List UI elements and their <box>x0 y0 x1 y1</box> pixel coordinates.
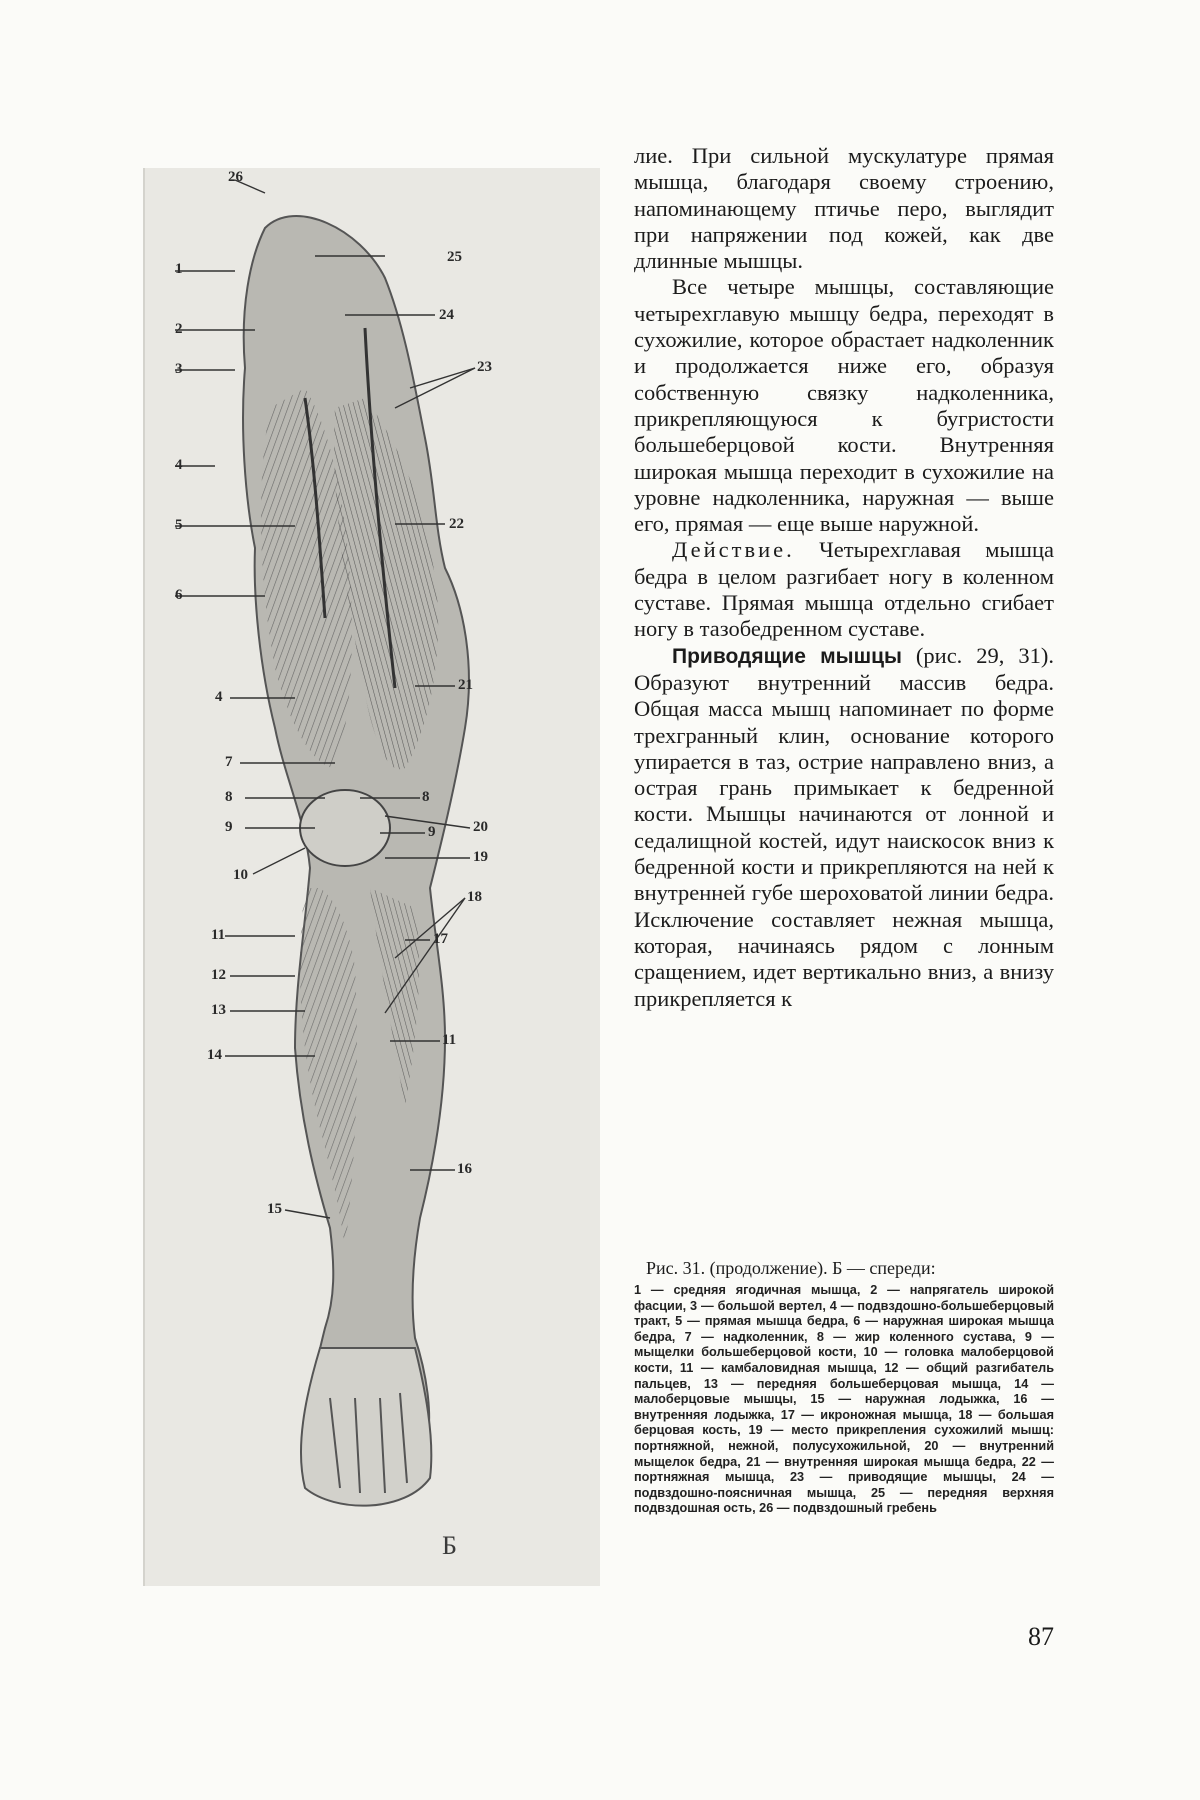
callout-4: 4 <box>175 457 183 473</box>
paragraph-3-lead: Действие. <box>672 537 795 563</box>
callout-25: 25 <box>447 249 462 265</box>
callout-11b: 11 <box>442 1032 457 1048</box>
callout-6: 6 <box>175 587 183 603</box>
paragraph-4-text: (рис. 29, 31). Образуют внутренний массив бедра. Общая масса мышц напоминает по форме трехгранный клин, основание которого упирается в таз, острие направлено вниз, а острая грань примыкает к бедренной кости. Мышцы начинаются от лонной и седалищной костей, идут наискосок вниз к бедренной кости и прикрепляются на ней к внутренней губе шероховатой линии бедра. Исключение составляет нежная мышца, которая, начинаясь рядом с лонным сращением, идет вертикально вниз, а внизу прикрепляется к <box>634 642 1055 1011</box>
callout-9b: 9 <box>428 824 436 840</box>
callout-5: 5 <box>175 517 183 533</box>
paragraph-4 <box>634 643 1054 1012</box>
callout-16: 16 <box>457 1161 472 1177</box>
callout-21: 21 <box>458 677 473 693</box>
callout-2: 2 <box>175 321 183 337</box>
paragraph-2: Все четыре мышцы, составляющие четырехглавую мышцу бедра, переходят в сухожилие, которое обрастает надколенник и продолжается ниже его, образуя собственную связку надколенника, прикрепляющуюся к бугристости большеберцовой кости. Внутренняя широкая мышца переходит в сухожилие на уровне надколенника, наружная — выше его, прямая — еще выше наружной. <box>634 274 1054 537</box>
callout-10: 10 <box>233 867 248 883</box>
figure-letter: Б <box>442 1531 457 1560</box>
callout-1: 1 <box>175 261 183 277</box>
callout-26: 26 <box>228 169 243 185</box>
leg-muscle-illustration <box>145 168 600 1586</box>
body-text <box>634 143 1054 1012</box>
callout-22: 22 <box>449 516 464 532</box>
callout-8b: 8 <box>422 789 430 805</box>
callout-18: 18 <box>467 889 482 905</box>
callout-4b: 4 <box>215 689 223 705</box>
paragraph-4-lead: Приводящие мышцы <box>672 644 902 668</box>
callout-12: 12 <box>211 967 226 983</box>
callout-11: 11 <box>211 927 226 943</box>
callout-9: 9 <box>225 819 233 835</box>
paragraph-3-text: Четырехглавая мышца бедра в целом разгибает ногу в коленном суставе. Прямая мышца отдельно сгибает ногу в тазобедренном суставе. <box>634 537 1055 642</box>
callout-17: 17 <box>433 931 448 947</box>
callout-8: 8 <box>225 789 233 805</box>
callout-19: 19 <box>473 849 488 865</box>
callout-13: 13 <box>211 1002 226 1018</box>
page-number: 87 <box>1028 1622 1054 1651</box>
anatomy-figure <box>143 168 600 1586</box>
paragraph-1: лие. При сильной мускулатуре прямая мышца, благодаря своему строению, напоминающему птичье перо, выглядит при напряжении под кожей, как две длинные мышцы. <box>634 143 1054 274</box>
callout-20: 20 <box>473 819 488 835</box>
callout-7: 7 <box>225 754 233 770</box>
caption-title: Рис. 31. (продолжение). Б — спереди: <box>646 1258 936 1278</box>
paragraph-3 <box>634 537 1054 642</box>
callout-23: 23 <box>477 359 492 375</box>
callout-3: 3 <box>175 361 183 377</box>
callout-15: 15 <box>267 1201 282 1217</box>
caption-body: 1 — средняя ягодичная мышца, 2 — напрягатель широкой фасции, 3 — большой вертел, 4 — подвздошно-большеберцовый тракт, 5 — прямая мышца бедра, 6 — наружная широкая мышца бедра, 7 — надколенник, 8 — жир коленного сустава, 9 — мыщелки большеберцовой кости, 10 — головка малоберцовой кости, 11 — камбаловидная мышца, 12 — общий разгибатель пальцев, 13 — передняя большеберцовая мышца, 14 — малоберцовые мышцы, 15 — наружная лодыжка, 16 — внутренняя лодыжка, 17 — икроножная мышца, 18 — большая берцовая кость, 19 — место прикрепления сухожилий мышц: портняжной, нежной, полусухожильной, 20 — внутренний мыщелок бедра, 21 — внутренняя широкая мышца бедра, 22 — портняжная мышца, 23 — приводящие мышцы, 24 — подвздошно-поясничная мышца, 25 — передняя верхняя подвздошная ость, 26 — подвздошный гребень <box>634 1283 1054 1516</box>
callout-24: 24 <box>439 307 454 323</box>
callout-14: 14 <box>207 1047 222 1063</box>
